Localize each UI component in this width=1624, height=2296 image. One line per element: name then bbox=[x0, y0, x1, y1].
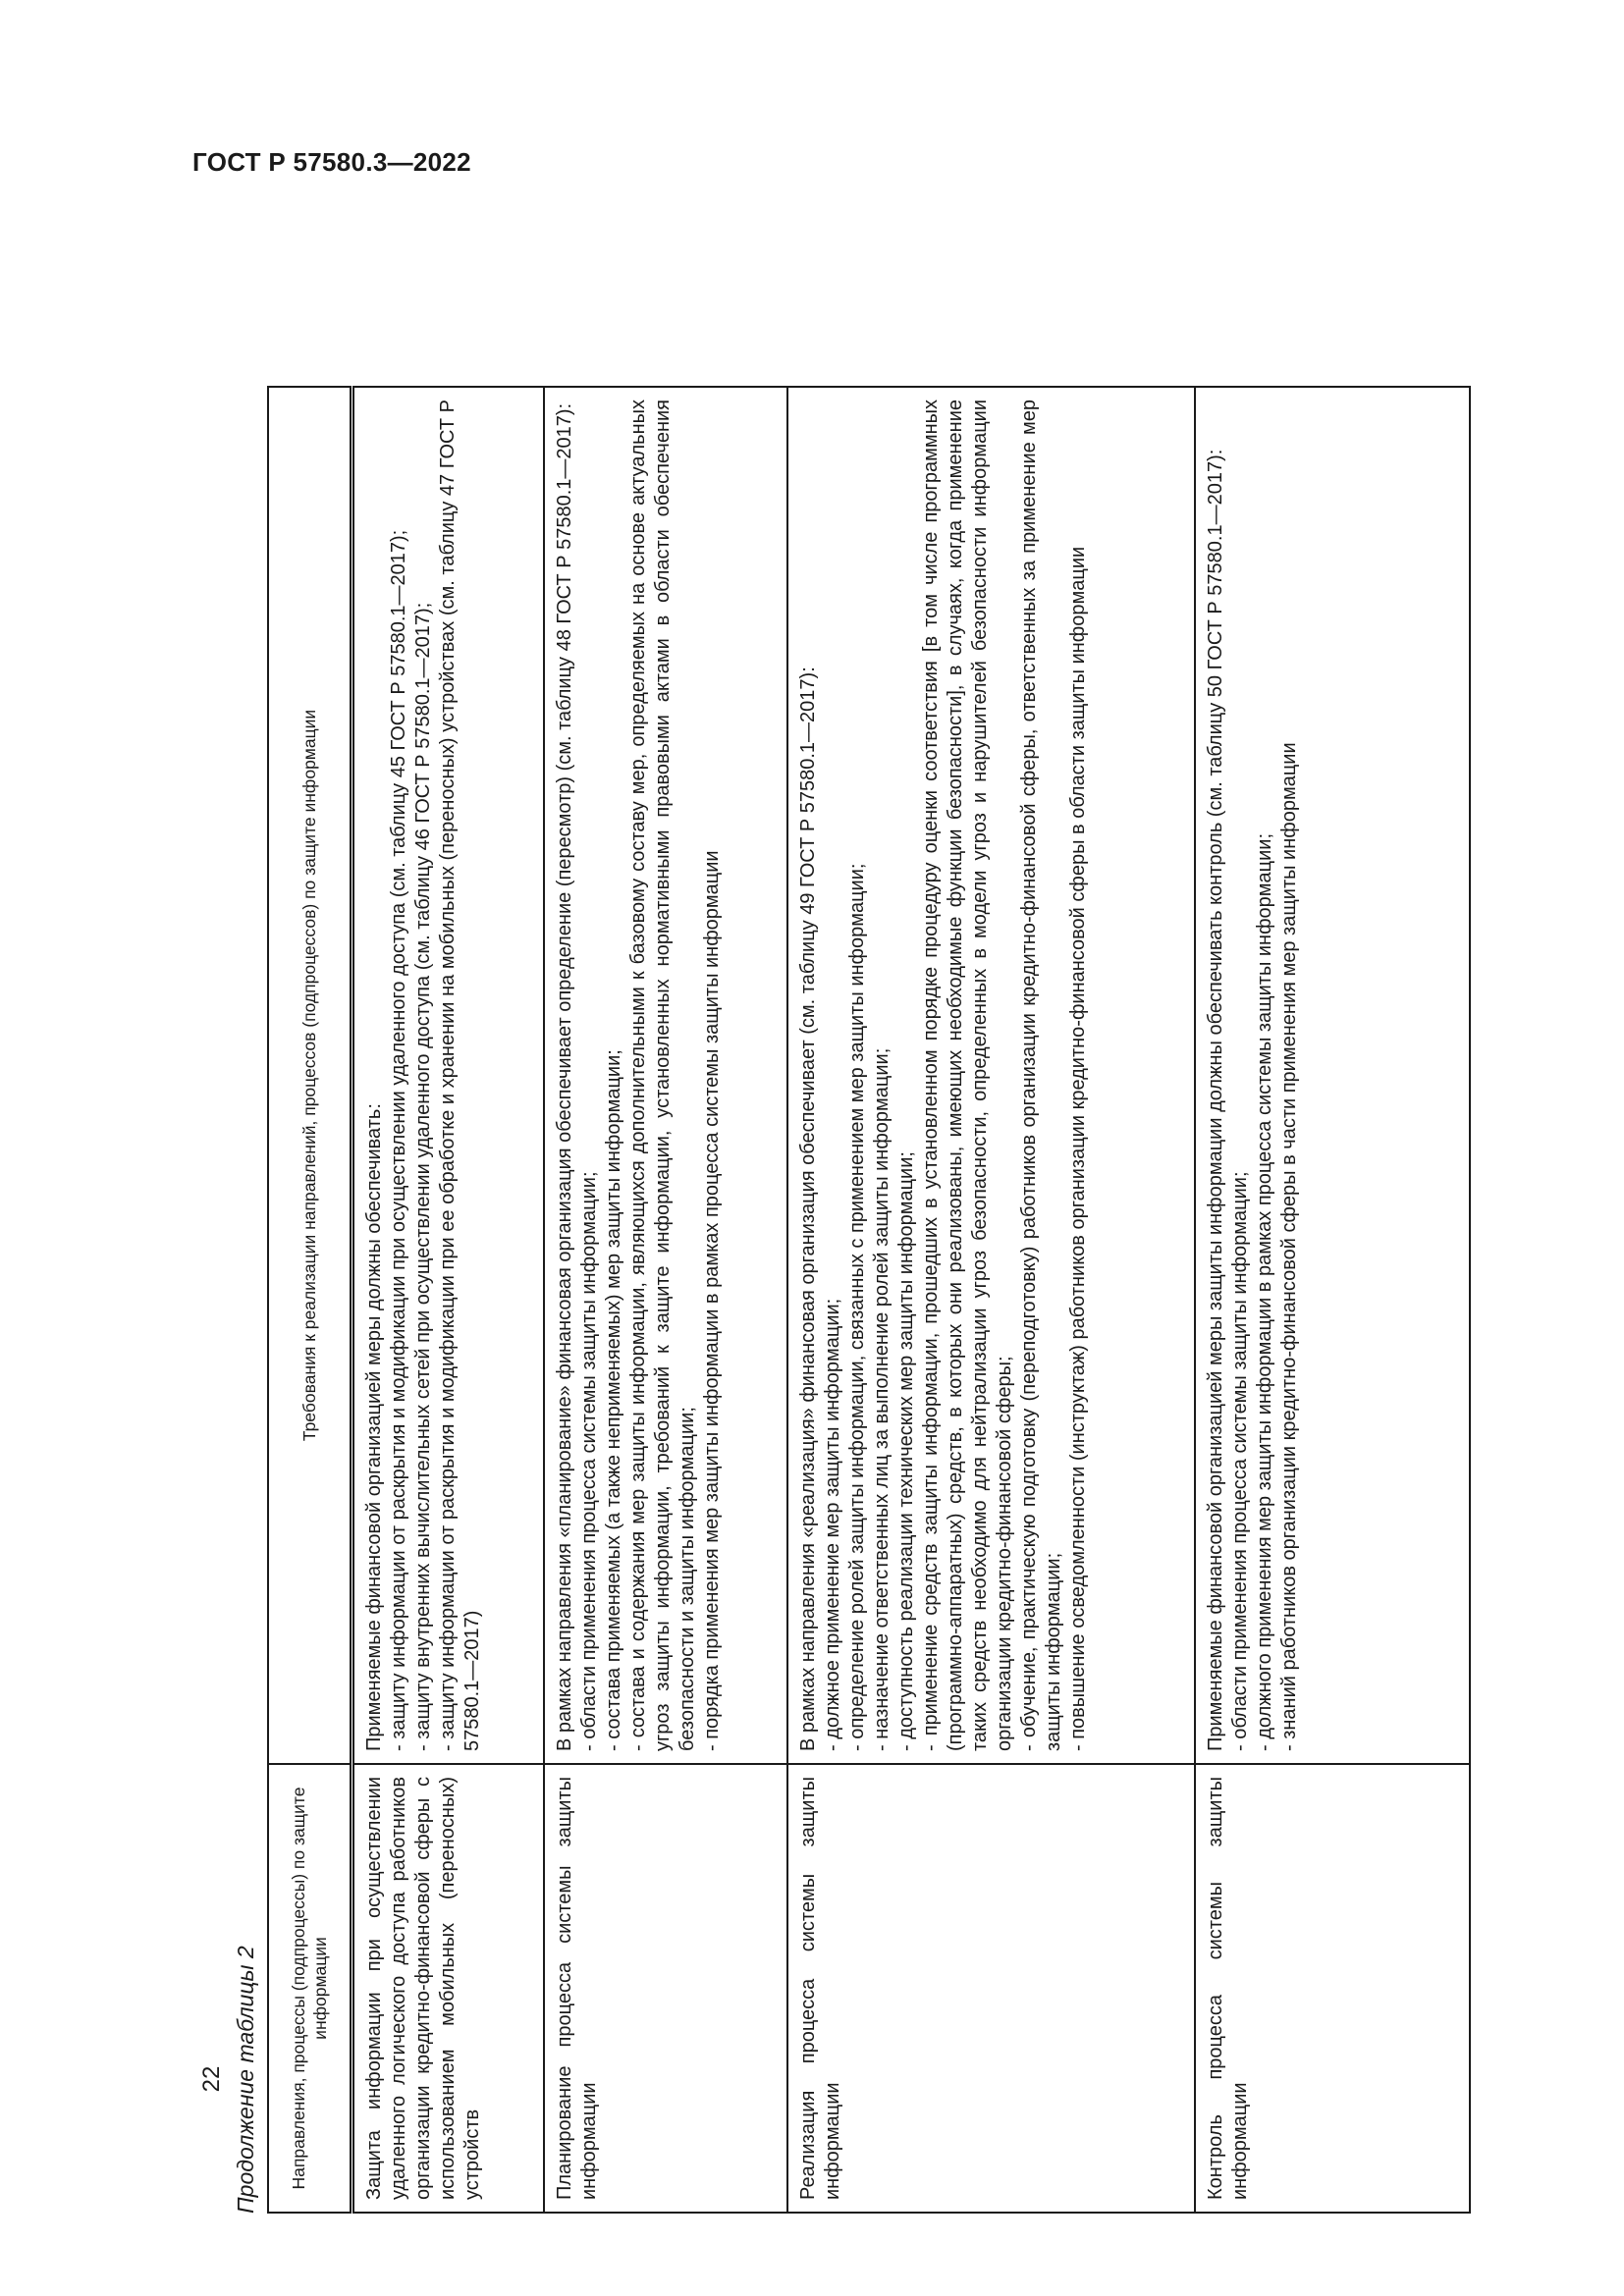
requirement-line: Применяемые финансовой организацией меры должны обеспечивать: bbox=[363, 1103, 385, 1751]
requirement-line: - порядка применения мер защиты информации в рамках процесса системы защиты информации bbox=[700, 850, 723, 1751]
requirement-line: - обучение, практическую подготовку (переподготовку) работников организации кредитно-финансовой сферы, ответственных за применение мер защиты информации; bbox=[1017, 400, 1064, 1751]
area-cell: Реализация процесса системы защиты информации bbox=[787, 1764, 1195, 2213]
table-row bbox=[544, 387, 787, 2213]
requirement-line: - должного применения мер защиты информации в рамках процесса системы защиты информации; bbox=[1253, 832, 1275, 1751]
requirement-line: - должное применение мер защиты информации; bbox=[821, 1298, 843, 1751]
table-row bbox=[1195, 387, 1471, 2213]
requirement-line: - повышение осведомленности (инструктаж) работников организации кредитно-финансовой сферы в области защиты информации bbox=[1066, 546, 1089, 1751]
area-cell: Планирование процесса системы защиты информации bbox=[544, 1764, 787, 2213]
requirement-line: - защиту внутренних вычислительных сетей при осуществлении удаленного доступа (см. таблицу 46 ГОСТ Р 57580.1—2017); bbox=[412, 602, 434, 1751]
table-row bbox=[352, 387, 544, 2213]
requirements-cell bbox=[787, 387, 1195, 1764]
area-cell: Защита информации при осуществлении удаленного логического доступа работников организации кредитно-финансовой сферы с использованием мобильных (переносных) устройств bbox=[352, 1764, 544, 2213]
area-cell: Контроль процесса системы защиты информации bbox=[1195, 1764, 1471, 2213]
requirement-line: - знаний работников организации кредитно-финансовой сферы в части применения мер защиты информации bbox=[1277, 742, 1300, 1751]
requirements-table bbox=[267, 386, 1471, 2214]
requirement-line: - определение ролей защиты информации, связанных с применением мер защиты информации; bbox=[845, 863, 868, 1751]
requirement-line: - области применения процесса системы защиты информации; bbox=[1228, 1171, 1251, 1751]
requirement-line: - применение средств защиты информации, прошедших в установленном порядке процедуру оценки соответствия [в том числе программных (программно-аппаратных) средств, в которых они реализованы, имеющих необходимые функции безопасности], в случаях, когда применение таких средств необходимо для нейтрализации угроз безопасности, определенных в модели угроз и нарушителей безопасности информации организации кредитно-финансовой сферы; bbox=[919, 400, 1015, 1751]
rotated-table-frame bbox=[226, 388, 1473, 2214]
column-header-requirements: Требования к реализации направлений, процессов (подпроцессов) по защите информации bbox=[268, 387, 352, 1764]
requirement-line: - защиту информации от раскрытия и модификации при осуществлении удаленного доступа (см. таблицу 45 ГОСТ Р 57580.1—2017); bbox=[388, 529, 409, 1751]
requirements-cell bbox=[544, 387, 787, 1764]
requirement-line: - области применения процесса системы защиты информации; bbox=[577, 1171, 600, 1751]
requirements-cell bbox=[352, 387, 544, 1764]
requirement-line: - состава применяемых (а также неприменяемых) мер защиты информации; bbox=[602, 1049, 624, 1751]
requirement-line: - состава и содержания мер защиты информации, являющихся дополнительными к базовому составу мер, определяемых на основе актуальных угроз защиты информации, требований к защите информации, установленных нормативными правовыми актами в области обеспечения безопасности и защиты информации; bbox=[626, 400, 698, 1751]
requirement-line: - доступность реализации технических мер защиты информации; bbox=[894, 1151, 917, 1751]
column-header-areas: Направления, процессы (подпроцессы) по защите информации bbox=[268, 1764, 352, 2213]
table-row bbox=[787, 387, 1195, 2213]
requirement-line: Применяемые финансовой организацией меры защиты информации должны обеспечивать контроль (см. таблицу 50 ГОСТ Р 57580.1—2017): bbox=[1204, 449, 1226, 1751]
requirements-cell bbox=[1195, 387, 1471, 1764]
requirement-line: В рамках направления «реализация» финансовая организация обеспечивает (см. таблицу 49 ГОСТ Р 57580.1—2017): bbox=[796, 667, 819, 1751]
requirement-line: - защиту информации от раскрытия и модификации при ее обработке и хранении на мобильных (переносных) устройствах (см. таблицу 47 ГОСТ Р 57580.1—2017) bbox=[437, 400, 483, 1751]
requirement-line: В рамках направления «планирование» финансовая организация обеспечивает определение (пересмотр) (см. таблицу 48 ГОСТ Р 57580.1—2017): bbox=[553, 402, 575, 1751]
requirement-line: - назначение ответственных лиц за выполнение ролей защиты информации; bbox=[870, 1047, 893, 1751]
table-caption: Продолжение таблицы 2 bbox=[233, 1946, 258, 2214]
table-header-row bbox=[268, 387, 352, 2213]
page-number: 22 bbox=[198, 2065, 225, 2093]
document-header: ГОСТ Р 57580.3—2022 bbox=[192, 147, 471, 177]
